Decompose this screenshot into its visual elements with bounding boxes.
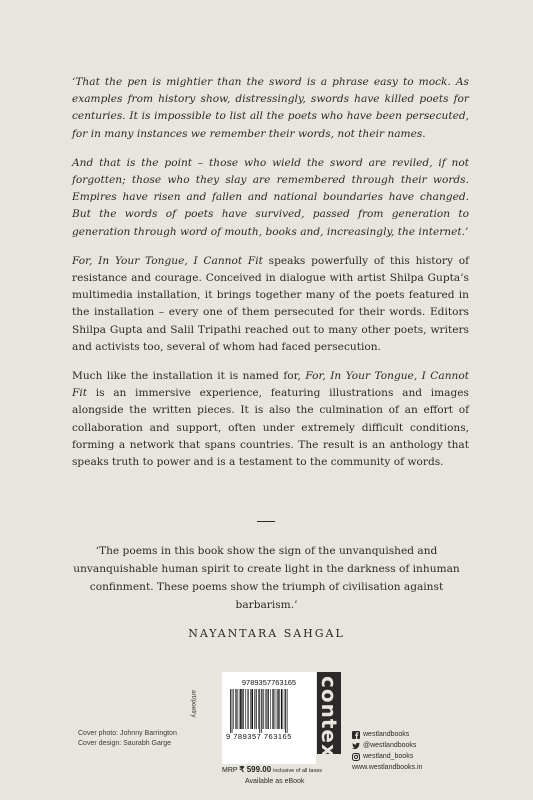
barcode-bar [270, 689, 271, 729]
publisher-social-links [352, 729, 422, 773]
instagram-handle: westland_books [363, 753, 414, 760]
book-title-italic: For, In Your Tongue, I Cannot Fit [72, 370, 469, 400]
barcode-bar [232, 689, 233, 733]
barcode-bar [247, 689, 248, 729]
barcode-bar [273, 689, 274, 729]
barcode-bar [277, 689, 278, 729]
barcode-bar [236, 689, 237, 729]
price-line [222, 765, 322, 774]
barcode-bar [239, 689, 240, 729]
barcode-bar [265, 689, 266, 729]
blurb-paragraph-4-start: Much like the installation it is named for, [72, 370, 306, 383]
blurb-paragraph-4 [72, 368, 469, 471]
cover-photo-credit: Cover photo: Johnny Barrington [78, 730, 177, 737]
facebook-icon [352, 731, 360, 739]
twitter-handle: @westlandbooks [363, 742, 417, 749]
blurb-paragraph-3 [72, 253, 469, 356]
barcode-bar [259, 689, 260, 733]
barcode-bar [263, 689, 264, 729]
instagram-icon [352, 753, 360, 761]
publisher-logo [317, 672, 341, 769]
blurb-paragraph-2: And that is the point – those who wield the sword are reviled, if not forgotten; those who they slay are remembered through their words. Empires have risen and fallen and national boundaries have changed. But the words of poets have survived, passed from generation to generation through word of mouth, books and, increasingly, the internet.’ [72, 156, 469, 238]
cover-credits [78, 729, 177, 749]
isbn-top-text: 9789357763165 [241, 678, 297, 687]
barcode-bar [268, 689, 269, 729]
endorsement-author: NAYANTARA SAHGAL [188, 627, 345, 640]
barcode-bar [254, 689, 255, 729]
barcode-bar [248, 689, 249, 729]
social-facebook[interactable] [352, 729, 422, 740]
barcode-bar [251, 689, 253, 729]
barcode-bar [256, 689, 257, 729]
isbn-bottom-text: 9 789357 763165 [226, 732, 292, 741]
barcode-bar [266, 689, 267, 729]
endorsement-quote: ‘The poems in this book show the sign of the unvanquished and unvanquishable human spirit to create light in the darkness of inhuman confinment. These poems show the triumph of civilisation against barbarism.’ [73, 545, 460, 611]
barcode-bar [278, 689, 279, 729]
barcode-bars [228, 689, 310, 733]
barcode-bar [261, 689, 262, 733]
twitter-icon [352, 742, 360, 750]
blurb-paragraph-4-text: is an immersive experience, featuring illustrations and images alongside the written pieces. It is also the culmination of an effort of collaboration and support, often under extremely difficult conditions, forming a network that spans countries. The result is an anthology that speaks truth to power and is a testament to the community of words. [72, 387, 469, 469]
publisher-logo-text: context [317, 676, 341, 769]
barcode-bar [285, 689, 286, 733]
back-cover-blurb [72, 74, 469, 483]
barcode-bar [284, 689, 285, 729]
barcode-bar [281, 689, 283, 729]
social-instagram[interactable] [352, 751, 422, 762]
blurb-paragraph-1: ‘That the pen is mightier than the sword is a phrase easy to mock. As examples from history show, distressingly, swords have killed poets for centuries. It is impossible to list all the poets who have been persecuted, for in many instances we remember their words, not their names. [72, 76, 469, 140]
barcode-bar [235, 689, 236, 729]
barcode-bar [242, 689, 243, 729]
barcode-bar [245, 689, 246, 729]
barcode-bar [287, 689, 288, 733]
barcode-bar [240, 689, 242, 729]
price-label: MRP [222, 767, 238, 774]
category-label: art/poetry [190, 690, 197, 718]
social-website[interactable] [352, 762, 422, 773]
social-twitter[interactable] [352, 740, 422, 751]
price-note: inclusive of all taxes [273, 768, 323, 774]
blurb-paragraph-3-text: speaks powerfully of this history of resistance and courage. Conceived in dialogue with artist Shilpa Gupta’s multimedia installation, it brings together many of the poets featured in the installation – every one of them persecuted for their words. Editors Shilpa Gupta and Salil Tripathi reached out to many other poets, writers and activists too, several of whom had faced persecution. [72, 254, 469, 353]
cover-design-credit: Cover design: Saurabh Garge [78, 740, 171, 747]
barcode-bar [230, 689, 231, 733]
facebook-handle: westlandbooks [363, 731, 410, 738]
barcode-bar [233, 689, 234, 729]
price-amount: ₹ 599.00 [239, 765, 272, 774]
section-divider [257, 521, 275, 522]
barcode-bar [258, 689, 259, 729]
barcode-bar [272, 689, 273, 729]
isbn-barcode [222, 672, 316, 764]
barcode-bar [250, 689, 251, 729]
website-link[interactable]: www.westlandbooks.in [352, 764, 423, 771]
barcode-bar [276, 689, 277, 729]
book-title-italic: For, In Your Tongue, I Cannot Fit [72, 254, 263, 267]
ebook-availability: Available as eBook [245, 778, 305, 785]
